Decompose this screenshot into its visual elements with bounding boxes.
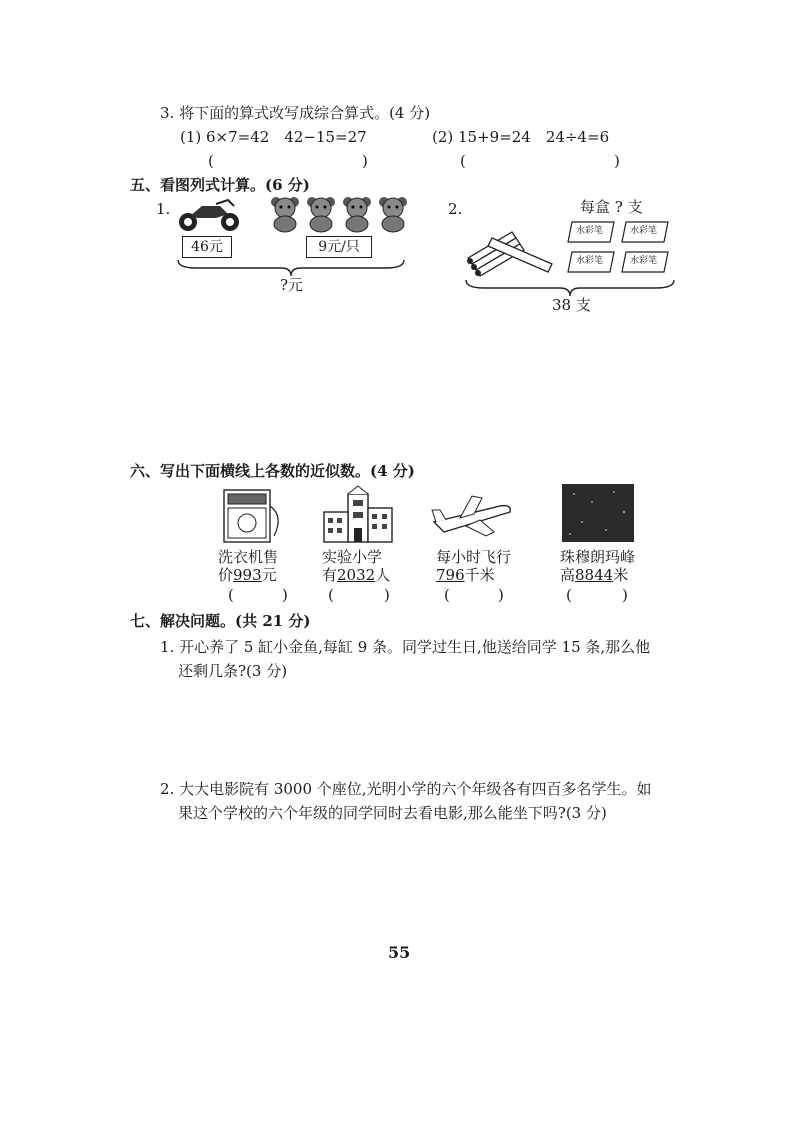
approx-item-1-line2: 价993元 — [218, 566, 277, 584]
approx-answer-2-close: ) — [384, 586, 390, 604]
teddy-bear-icon — [268, 196, 302, 232]
section7-q1-line1: 1. 开心养了 5 缸小金鱼,每缸 9 条。同学过生日,他送给同学 15 条,那么他 — [160, 638, 651, 656]
section5-p1-total: ?元 — [280, 276, 304, 294]
section5-p2-question: 每盒 ? 支 — [580, 198, 643, 216]
washing-machine-icon — [218, 486, 288, 544]
q3-answer1-open[interactable]: ( — [208, 152, 214, 170]
section6-title: 六、写出下面横线上各数的近似数。(4 分) — [130, 462, 415, 480]
teddy-bear-icon — [376, 196, 410, 232]
q3-answer1-close: ) — [362, 152, 368, 170]
approx-item-4-line2: 高8844米 — [560, 566, 629, 584]
approx-number: 993 — [233, 566, 262, 584]
approx-answer-1-close: ) — [282, 586, 288, 604]
approx-item-2-line1: 实验小学 — [322, 548, 383, 566]
approx-item-2-line2: 有2032人 — [322, 566, 391, 584]
approx-number: 8844 — [575, 566, 614, 584]
marker-box-label: 水彩笔 — [576, 226, 604, 236]
approx-number: 796 — [436, 566, 465, 584]
section7-title: 七、解决问题。(共 21 分) — [130, 612, 311, 630]
approx-item-3-line1: 每小时飞行 — [436, 548, 512, 566]
brace-total — [464, 278, 676, 298]
approx-answer-4-open[interactable]: ( — [566, 586, 572, 604]
approx-answer-4-close: ) — [622, 586, 628, 604]
teddy-bear-icon — [304, 196, 338, 232]
mountain-night-icon — [562, 484, 634, 542]
approx-answer-3-close: ) — [498, 586, 504, 604]
q3-title: 3. 将下面的算式改写成综合算式。(4 分) — [160, 104, 431, 122]
airplane-icon — [430, 492, 516, 540]
section7-q1-line2: 还剩几条?(3 分) — [178, 662, 288, 680]
approx-answer-2-open[interactable]: ( — [328, 586, 334, 604]
approx-item-1-line1: 洗衣机售 — [218, 548, 279, 566]
section7-q2-line1: 2. 大大电影院有 3000 个座位,光明小学的六个年级各有四百多名学生。如 — [160, 780, 652, 798]
section5-title: 五、看图列式计算。(6 分) — [130, 176, 310, 194]
marker-box-label: 水彩笔 — [630, 226, 658, 236]
marker-box-label: 水彩笔 — [576, 256, 604, 266]
motorcycle-icon — [176, 198, 242, 232]
q3-answer2-open[interactable]: ( — [460, 152, 466, 170]
teddy-bear-icon — [340, 196, 374, 232]
q3-part2: (2) 15+9=24 24÷4=6 — [432, 128, 610, 146]
section5-p2-total: 38 支 — [552, 296, 591, 314]
approx-item-3-line2: 796千米 — [436, 566, 495, 584]
pencils-icon — [462, 218, 558, 276]
approx-answer-1-open[interactable]: ( — [228, 586, 234, 604]
approx-number: 2032 — [337, 566, 376, 584]
bear-price-box: 9元/只 — [306, 236, 372, 258]
section7-q2-line2: 果这个学校的六个年级的同学同时去看电影,那么能坐下吗?(3 分) — [178, 804, 607, 822]
approx-answer-3-open[interactable]: ( — [444, 586, 450, 604]
school-building-icon — [320, 484, 396, 544]
q3-answer2-close: ) — [614, 152, 620, 170]
approx-item-4-line1: 珠穆朗玛峰 — [560, 548, 636, 566]
motorcycle-price-box: 46元 — [182, 236, 232, 258]
section5-p1-number: 1. — [156, 200, 171, 218]
marker-box-label: 水彩笔 — [630, 256, 658, 266]
page-number: 55 — [388, 943, 411, 962]
brace-total — [176, 258, 406, 278]
q3-part1: (1) 6×7=42 42−15=27 — [180, 128, 367, 146]
section5-p2-number: 2. — [448, 200, 463, 218]
